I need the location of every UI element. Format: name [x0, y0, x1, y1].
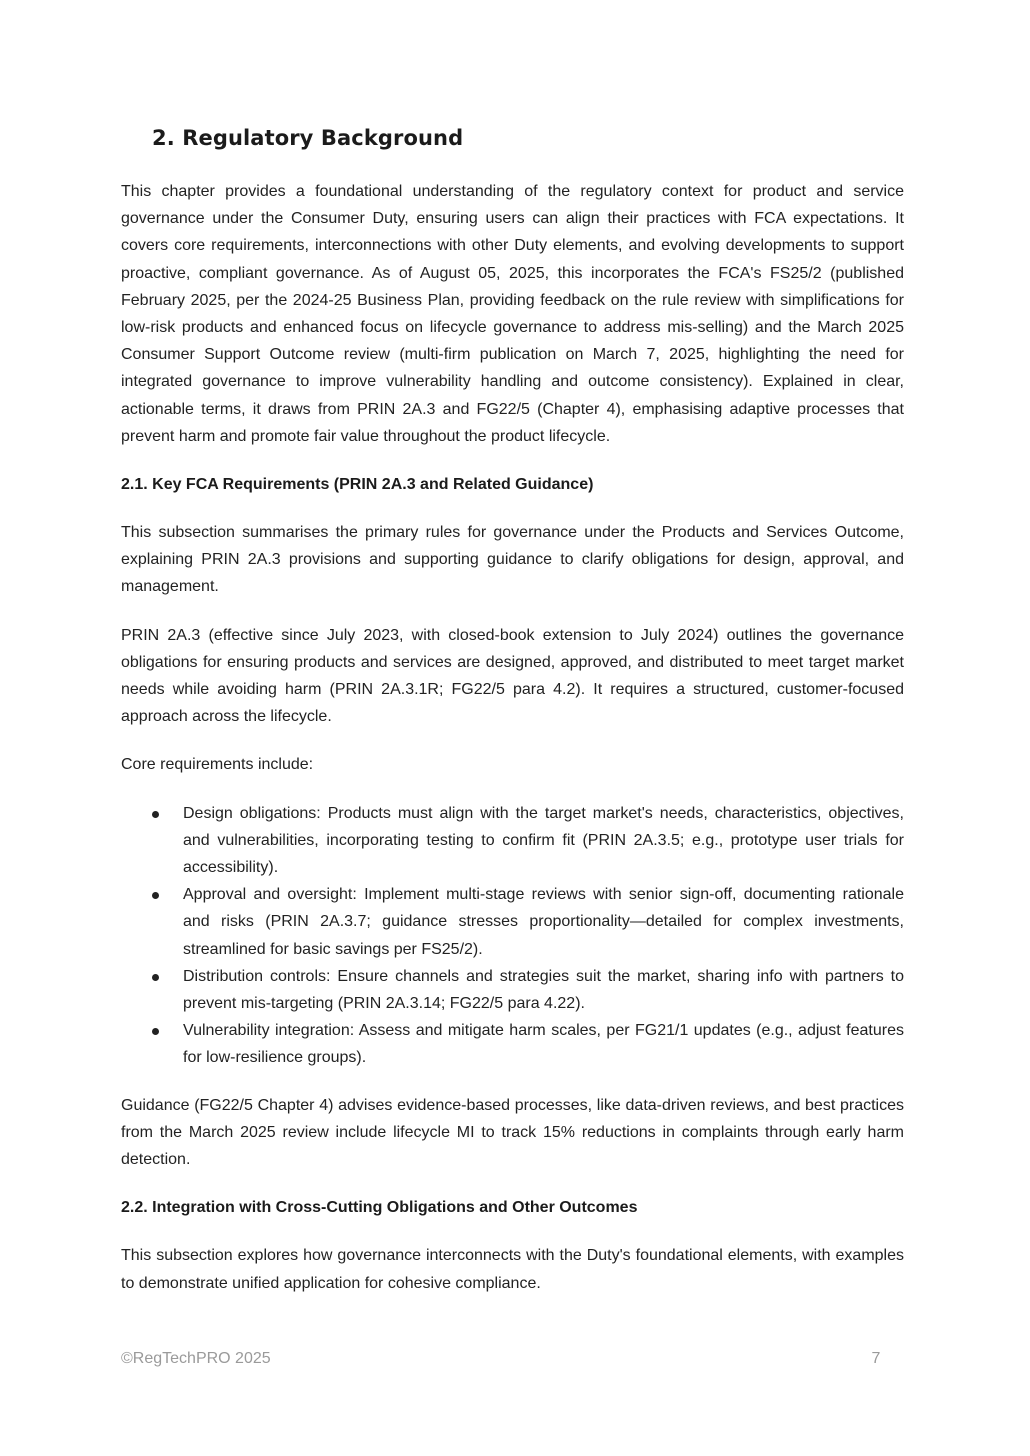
list-item-text: Design obligations: Products must align with the target market's needs, characteristics, objectives, and vulnerabilities, incorporating testing to confirm fit (PRIN 2A.3.5; e.g., prototype user trials for accessibility).	[183, 804, 904, 877]
bullet-icon	[152, 811, 159, 818]
list-item	[121, 800, 904, 882]
requirements-list	[121, 800, 904, 1072]
intro-paragraph: This chapter provides a foundational understanding of the regulatory context for product and service governance under the Consumer Duty, ensuring users can align their practices with FCA expectations. It covers core requirements, interconnections with other Duty elements, and evolving developments to support proactive, compliant governance. As of August 05, 2025, this incorporates the FCA's FS25/2 (published February 2025, per the 2024-25 Business Plan, providing feedback on the rule review with simplifications for low-risk products and enhanced focus on lifecycle governance to address mis-selling) and the March 2025 Consumer Support Outcome review (multi-firm publication on March 7, 2025, highlighting the need for integrated governance to improve vulnerability handling and outcome consistency). Explained in clear, actionable terms, it draws from PRIN 2A.3 and FG22/5 (Chapter 4), emphasising adaptive processes that prevent harm and promote fair value throughout the product lifecycle.	[121, 183, 904, 445]
document-page	[121, 122, 904, 1318]
footer-copyright: ©RegTechPRO 2025	[121, 1350, 271, 1367]
section-2-1-paragraph-3: Guidance (FG22/5 Chapter 4) advises evidence-based processes, like data-driven reviews, and best practices from the March 2025 review include lifecycle MI to track 15% reductions in complaints through early harm detection.	[121, 1096, 904, 1169]
section-2-1-paragraph-1: This subsection summarises the primary rules for governance under the Products and Services Outcome, explaining PRIN 2A.3 provisions and supporting guidance to clarify obligations for design, approval, and management.	[121, 524, 904, 596]
chapter-heading: 2. Regulatory Background	[152, 126, 464, 150]
bullet-icon	[152, 974, 159, 981]
page-number: 7	[871, 1350, 881, 1367]
bullet-icon	[152, 1028, 159, 1035]
list-item-text: Approval and oversight: Implement multi-stage reviews with senior sign-off, documenting rationale and risks (PRIN 2A.3.7; guidance stresses proportionality—detailed for complex investments, streamlined for basic savings per FS25/2).	[183, 886, 904, 958]
list-item-text: Distribution controls: Ensure channels and strategies suit the market, sharing info with partners to prevent mis-targeting (PRIN 2A.3.14; FG22/5 para 4.22).	[183, 967, 904, 1013]
list-item	[121, 1017, 904, 1071]
bullet-icon	[152, 892, 159, 899]
section-2-1-heading: 2.1. Key FCA Requirements (PRIN 2A.3 and Related Guidance)	[121, 476, 594, 494]
section-2-1-paragraph-2: PRIN 2A.3 (effective since July 2023, with closed-book extension to July 2024) outlines the governance obligations for ensuring products and services are designed, approved, and distributed to meet target market needs while avoiding harm (PRIN 2A.3.1R; FG22/5 para 4.2). It requires a structured, customer-focused approach across the lifecycle.	[121, 626, 904, 726]
list-item	[121, 963, 904, 1017]
list-intro: Core requirements include:	[121, 756, 314, 774]
list-item	[121, 881, 904, 963]
section-2-2-paragraph-1: This subsection explores how governance interconnects with the Duty's foundational elements, with examples to demonstrate unified application for cohesive compliance.	[121, 1247, 904, 1292]
section-2-2-heading: 2.2. Integration with Cross-Cutting Obligations and Other Outcomes	[121, 1199, 638, 1217]
list-item-text: Vulnerability integration: Assess and mitigate harm scales, per FG21/1 updates (e.g., adjust features for low-resilience groups).	[183, 1022, 904, 1067]
